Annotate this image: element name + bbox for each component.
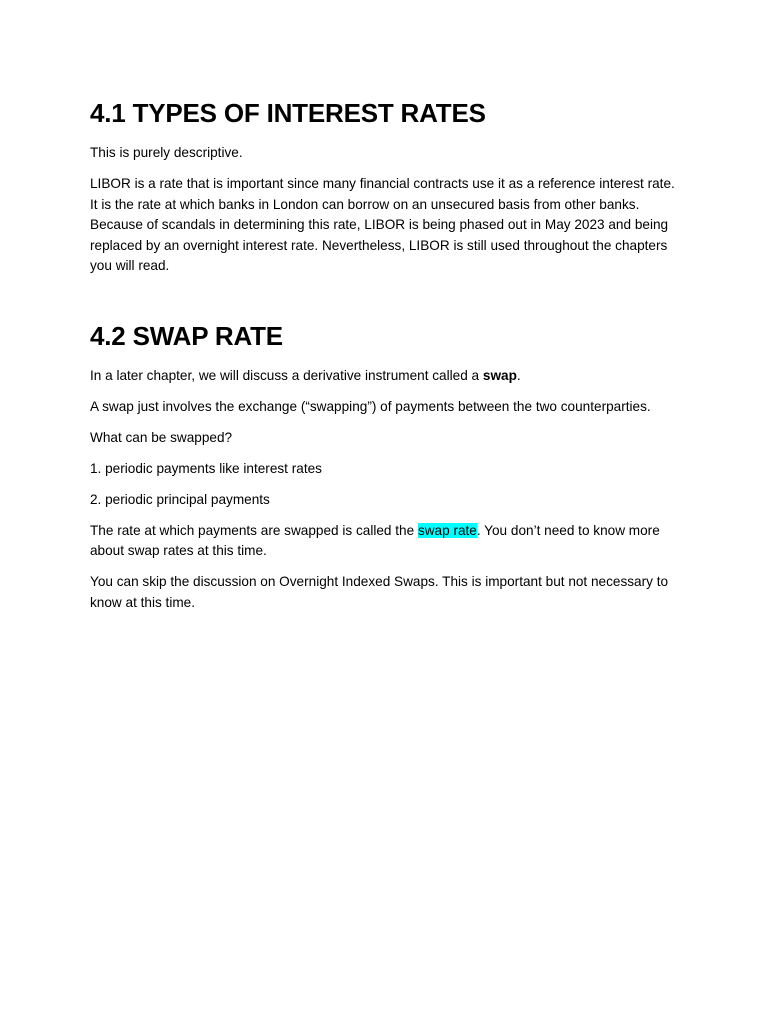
section-heading-types-of-interest-rates: 4.1 TYPES OF INTEREST RATES bbox=[90, 98, 486, 128]
paragraph-ois-note: You can skip the discussion on Overnight Indexed Swaps. This is important but not necessary to know at this time. bbox=[90, 574, 669, 610]
paragraph-swap-definition: A swap just involves the exchange (“swapping”) of payments between the two counterparties. bbox=[90, 398, 651, 414]
paragraph-swap-intro-text: In a later chapter, we will discuss a derivative instrument called a bbox=[90, 367, 483, 383]
section-heading-swap-rate: 4.2 SWAP RATE bbox=[90, 320, 283, 351]
paragraph-swap-rate-text: The rate at which payments are swapped is called the bbox=[90, 522, 418, 538]
highlighted-term-swap-rate: swap rate bbox=[417, 522, 477, 538]
paragraph-swap-intro-end: . bbox=[516, 367, 521, 383]
paragraph-libor: LIBOR is a rate that is important since many financial contracts use it as a reference interest rate. It is the rate at which banks in London can borrow on an unsecured basis from other banks. Because of scandals in determining this rate, LIBOR is being phased out in May 2023 and being replaced by an overnight interest rate. Nevertheless, LIBOR is still used throughout the chapters you will read. bbox=[90, 176, 675, 273]
paragraph-swap-intro bbox=[90, 366, 680, 387]
paragraph-swap-rate bbox=[90, 521, 680, 562]
paragraph-swap-rate-end: . You don’t need to know more about swap rates at this time. bbox=[90, 522, 660, 558]
paragraph-swap-question: What can be swapped? bbox=[90, 429, 233, 445]
bold-term-swap: swap bbox=[482, 367, 517, 383]
paragraph-descriptive-note: This is purely descriptive. bbox=[90, 145, 243, 160]
list-item-principal-payments: 2. periodic principal payments bbox=[90, 491, 270, 507]
list-item-periodic-payments: 1. periodic payments like interest rates bbox=[90, 460, 322, 476]
